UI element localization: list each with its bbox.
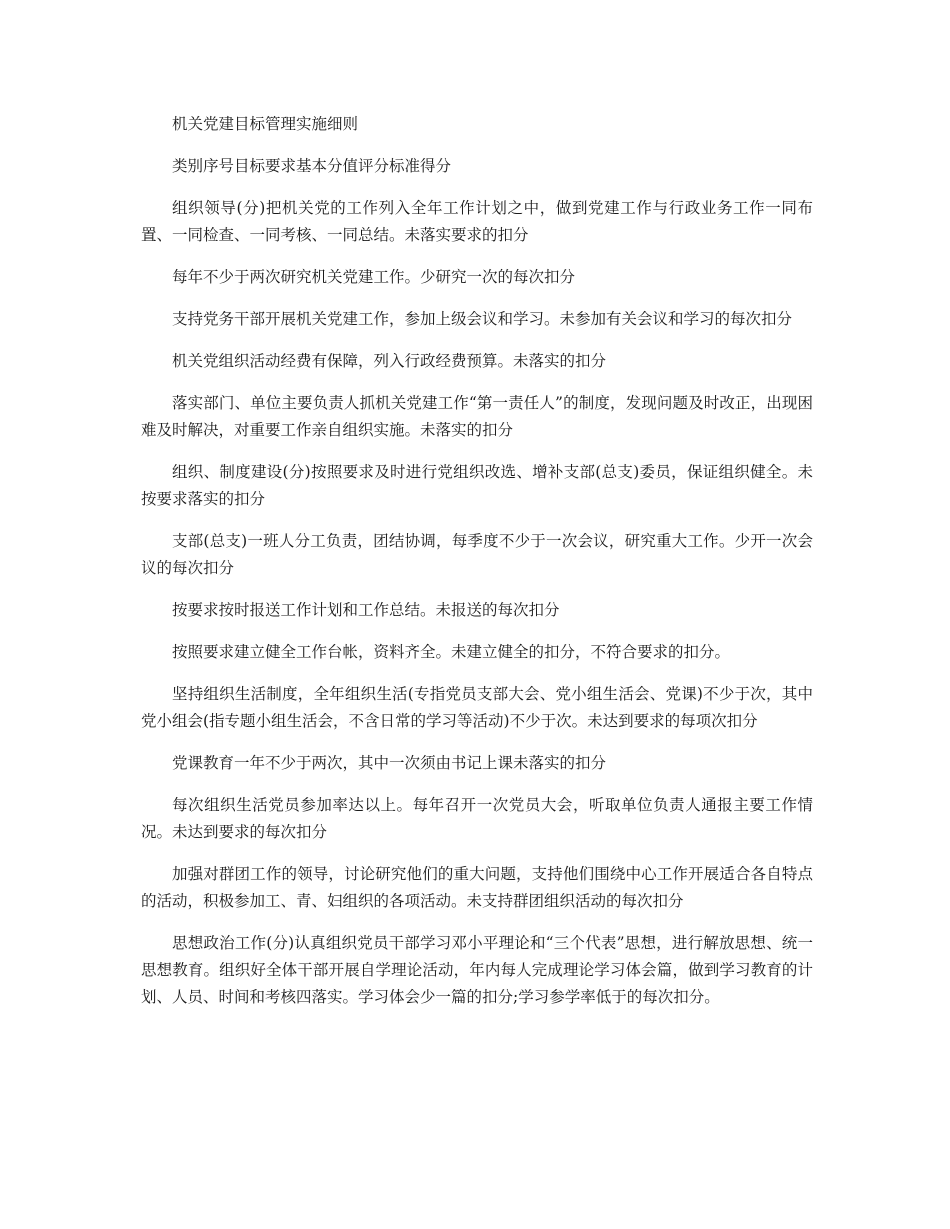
paragraph: 支持党务干部开展机关党建工作，参加上级会议和学习。未参加有关会议和学习的每次扣分: [172, 310, 793, 328]
document-page: [141, 111, 813, 1026]
paragraph: 机关党组织活动经费有保障，列入行政经费预算。未落实的扣分: [172, 352, 607, 370]
paragraph: 组织、制度建设(分)按照要求及时进行党组织改选、增补支部(总支)委员，保证组织健全。未按要求落实的扣分: [141, 463, 813, 508]
paragraph: 组织领导(分)把机关党的工作列入全年工作计划之中，做到党建工作与行政业务工作一同布置、一同检查、一同考核、一同总结。未落实要求的扣分: [141, 199, 813, 244]
table-header-row: 类别序号目标要求基本分值评分标准得分: [172, 157, 452, 175]
paragraph: 加强对群团工作的领导，讨论研究他们的重大问题，支持他们围绕中心工作开展适合各自特点的活动，积极参加工、青、妇组织的各项活动。未支持群团组织活动的每次扣分: [141, 865, 813, 910]
paragraph: 按要求按时报送工作计划和工作总结。未报送的每次扣分: [172, 601, 560, 619]
paragraph: 按照要求建立健全工作台帐，资料齐全。未建立健全的扣分，不符合要求的扣分。: [172, 643, 731, 661]
paragraph: 坚持组织生活制度，全年组织生活(专指党员支部大会、党小组生活会、党课)不少于次，其中党小组会(指专题小组生活会，不含日常的学习等活动)不少于次。未达到要求的每项次扣分: [141, 685, 813, 730]
paragraph: 每年不少于两次研究机关党建工作。少研究一次的每次扣分: [172, 268, 576, 286]
paragraph: 落实部门、单位主要负责人抓机关党建工作“第一责任人”的制度，发现问题及时改正，出现困难及时解决，对重要工作亲自组织实施。未落实的扣分: [141, 394, 813, 439]
paragraph: 思想政治工作(分)认真组织党员干部学习邓小平理论和“三个代表”思想，进行解放思想、统一思想教育。组织好全体干部开展自学理论活动，年内每人完成理论学习体会篇，做到学习教育的计划、人员、时间和考核四落实。学习体会少一篇的扣分;学习参学率低于的每次扣分。: [141, 934, 813, 1006]
paragraph: 支部(总支)一班人分工负责，团结协调，每季度不少于一次会议，研究重大工作。少开一次会议的每次扣分: [141, 532, 813, 577]
paragraph: 党课教育一年不少于两次，其中一次须由书记上课未落实的扣分: [172, 754, 607, 772]
document-title: 机关党建目标管理实施细则: [172, 115, 359, 133]
paragraph: 每次组织生活党员参加率达以上。每年召开一次党员大会，听取单位负责人通报主要工作情况。未达到要求的每次扣分: [141, 796, 813, 841]
